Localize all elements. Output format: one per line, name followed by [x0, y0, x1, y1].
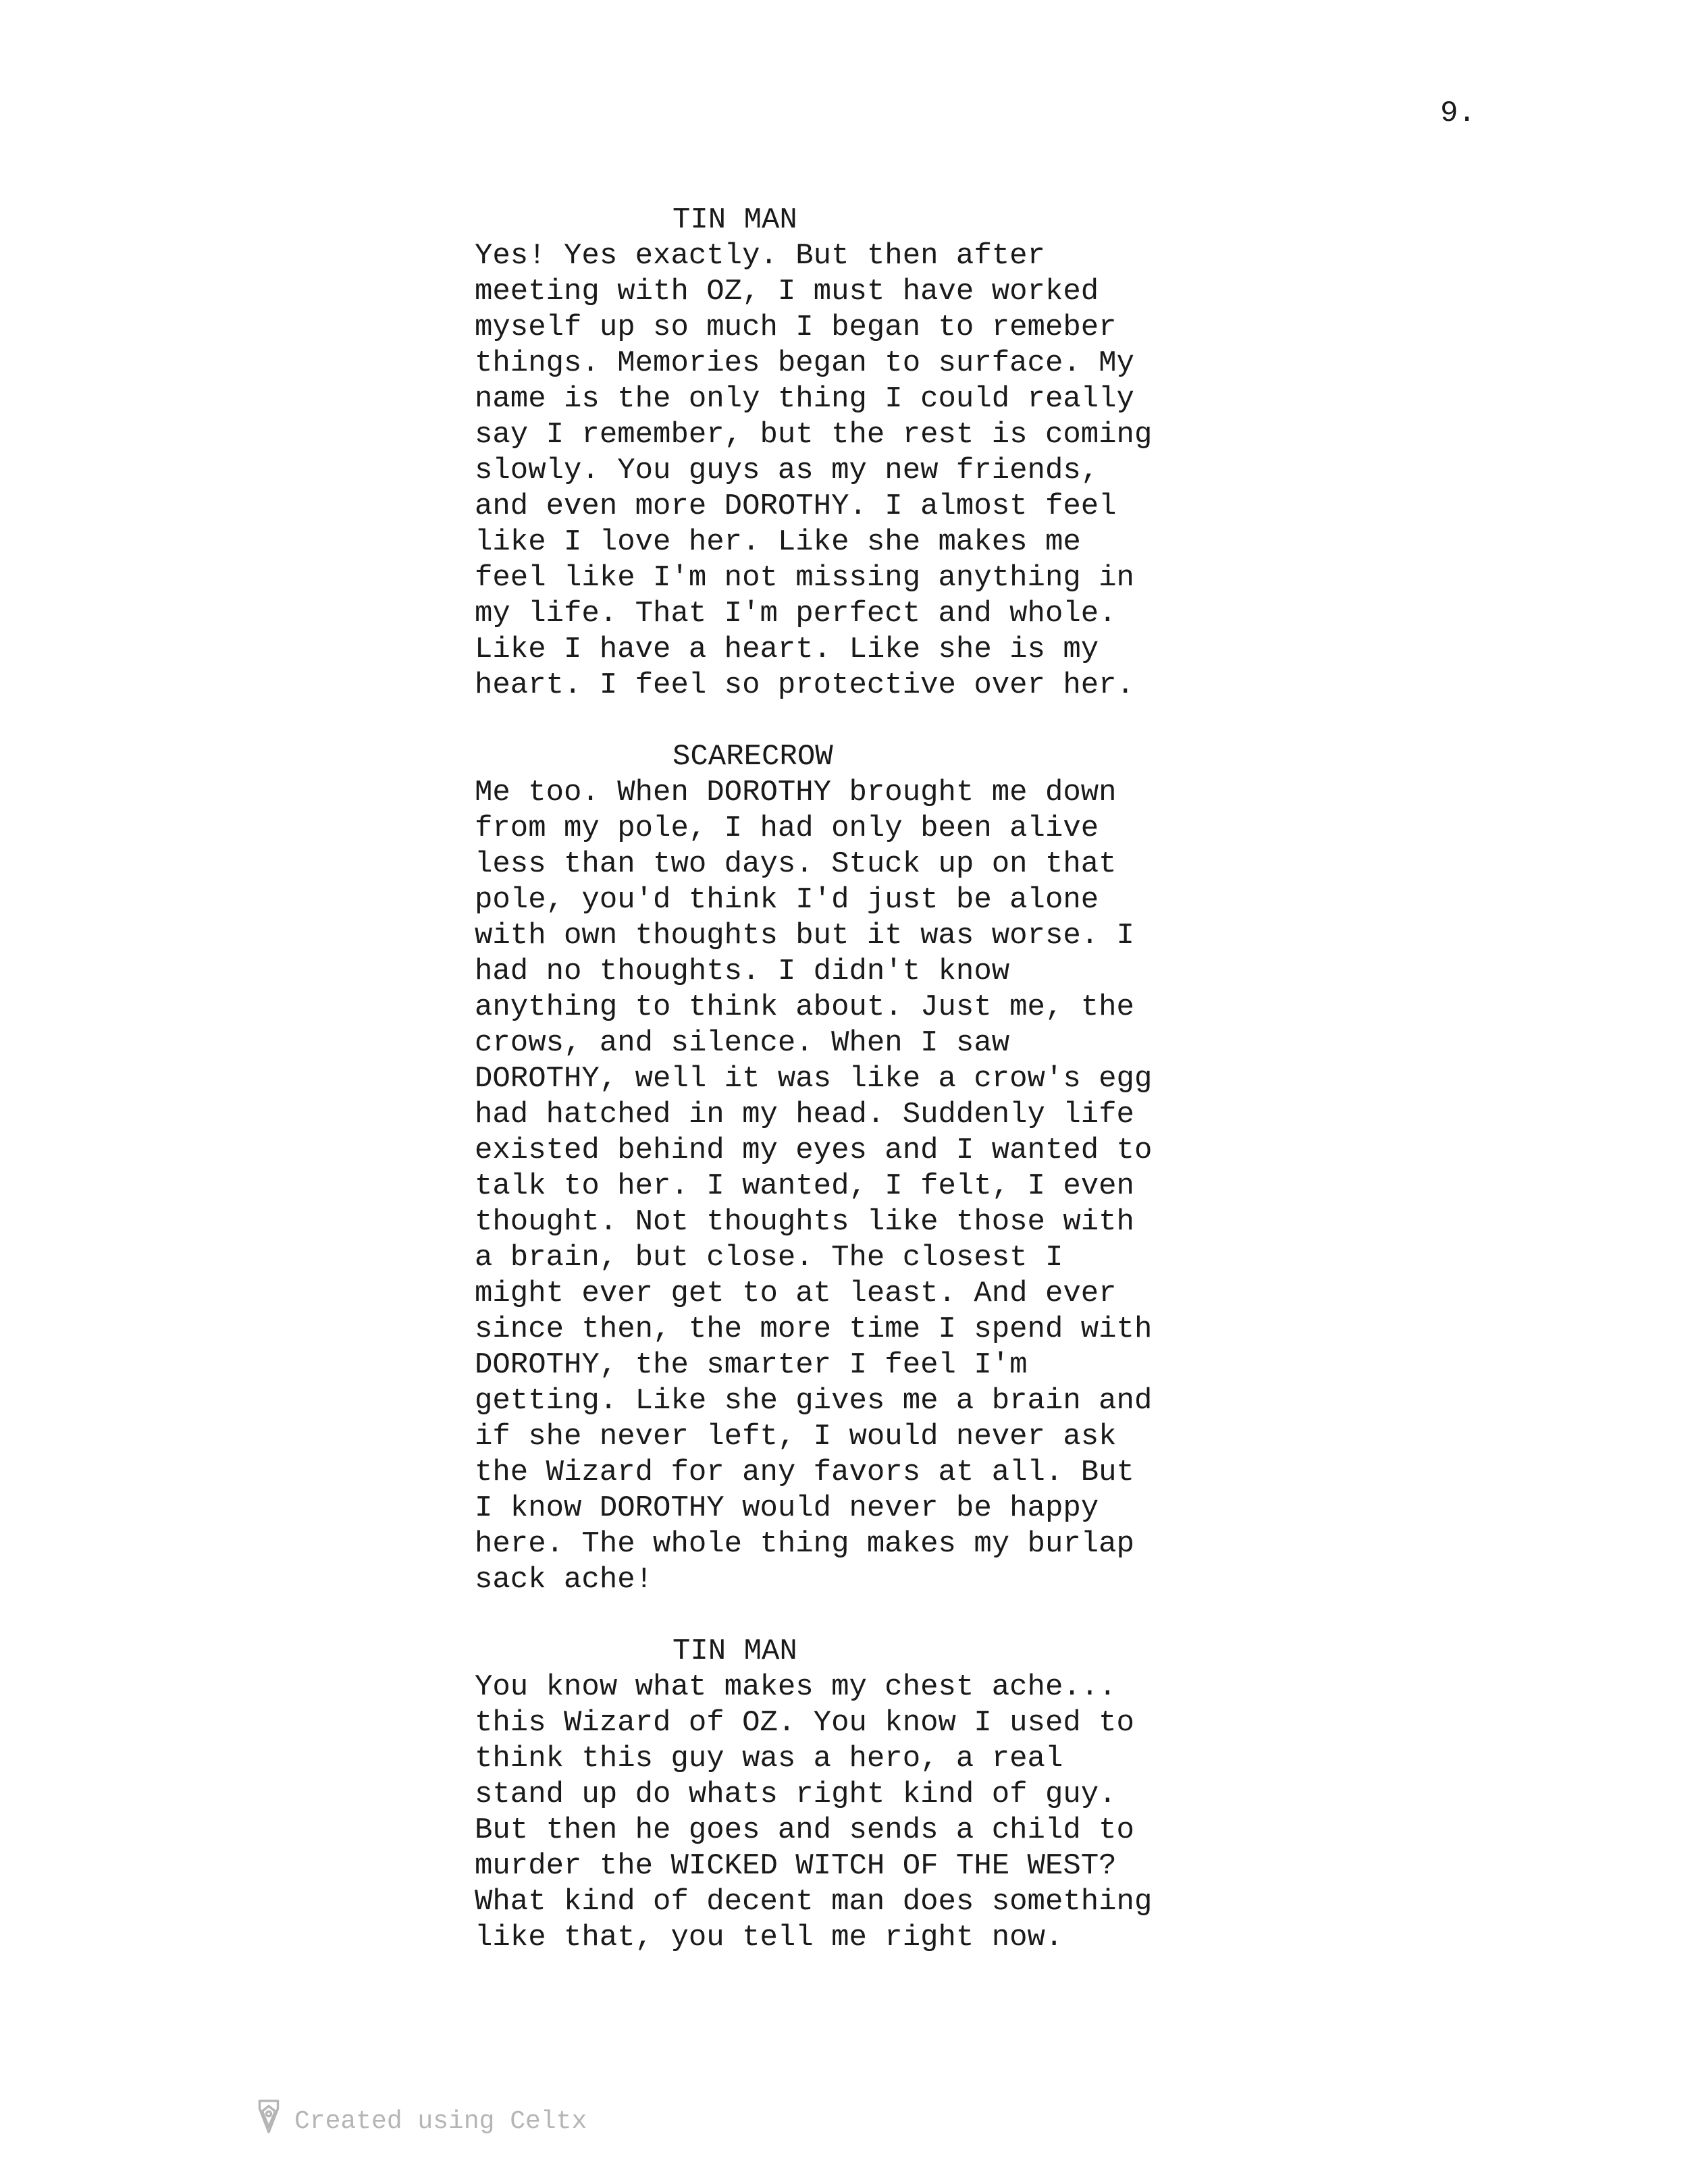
- dialogue-line: DOROTHY, well it was like a crow's egg: [475, 1062, 1153, 1096]
- dialogue-line: say I remember, but the rest is coming: [475, 418, 1153, 452]
- dialogue-line: from my pole, I had only been alive: [475, 811, 1099, 845]
- dialogue-line: had hatched in my head. Suddenly life: [475, 1098, 1134, 1131]
- dialogue-line: crows, and silence. When I saw: [475, 1026, 1010, 1060]
- dialogue-line: But then he goes and sends a child to: [475, 1813, 1134, 1847]
- celtx-footer: [255, 2098, 587, 2146]
- dialogue-line: murder the WICKED WITCH OF THE WEST?: [475, 1849, 1117, 1883]
- dialogue-line: getting. Like she gives me a brain and: [475, 1384, 1153, 1418]
- screenplay-body: [475, 203, 1285, 1992]
- page-number: 9.: [1440, 97, 1476, 130]
- dialogue-line: Me too. When DOROTHY brought me down: [475, 776, 1117, 809]
- dialogue-line: and even more DOROTHY. I almost feel: [475, 489, 1117, 523]
- dialogue-line: a brain, but close. The closest I: [475, 1241, 1063, 1275]
- dialogue-line: I know DOROTHY would never be happy: [475, 1491, 1099, 1525]
- dialogue-line: meeting with OZ, I must have worked: [475, 275, 1099, 309]
- dialogue-line: DOROTHY, the smarter I feel I'm: [475, 1348, 1028, 1382]
- dialogue-line: heart. I feel so protective over her.: [475, 668, 1134, 702]
- dialogue-line: What kind of decent man does something: [475, 1885, 1153, 1919]
- dialogue-line: myself up so much I began to remeber: [475, 311, 1117, 344]
- dialogue-line: stand up do whats right kind of guy.: [475, 1778, 1117, 1811]
- dialogue-line: since then, the more time I spend with: [475, 1312, 1153, 1346]
- dialogue-line: Like I have a heart. Like she is my: [475, 633, 1099, 666]
- dialogue-line: the Wizard for any favors at all. But: [475, 1456, 1134, 1489]
- dialogue-line: thought. Not thoughts like those with: [475, 1205, 1134, 1239]
- dialogue-line: might ever get to at least. And ever: [475, 1277, 1117, 1310]
- character-name: TIN MAN: [672, 1634, 797, 1668]
- dialogue-line: had no thoughts. I didn't know: [475, 955, 1010, 988]
- dialogue-line: Yes! Yes exactly. But then after: [475, 239, 1045, 273]
- dialogue-line: anything to think about. Just me, the: [475, 990, 1134, 1024]
- dialogue-line: things. Memories began to surface. My: [475, 346, 1134, 380]
- dialogue-line: if she never left, I would never ask: [475, 1420, 1117, 1454]
- dialogue-line: my life. That I'm perfect and whole.: [475, 597, 1117, 631]
- dialogue-line: like I love her. Like she makes me: [475, 525, 1081, 559]
- dialogue-line: with own thoughts but it was worse. I: [475, 919, 1134, 953]
- dialogue-line: here. The whole thing makes my burlap: [475, 1527, 1134, 1561]
- dialogue-block-tin-man-2: [475, 1634, 1285, 1956]
- celtx-pen-nib-icon: [255, 2098, 294, 2146]
- dialogue-line: think this guy was a hero, a real: [475, 1742, 1063, 1776]
- dialogue-line: less than two days. Stuck up on that: [475, 847, 1117, 881]
- dialogue-line: feel like I'm not missing anything in: [475, 561, 1134, 595]
- dialogue-line: this Wizard of OZ. You know I used to: [475, 1706, 1134, 1740]
- character-name: SCARECROW: [672, 740, 833, 774]
- dialogue-block-tin-man-1: [475, 203, 1285, 703]
- character-name: TIN MAN: [672, 203, 797, 237]
- dialogue-line: name is the only thing I could really: [475, 382, 1134, 416]
- dialogue-line: You know what makes my chest ache...: [475, 1670, 1117, 1704]
- dialogue-line: sack ache!: [475, 1563, 654, 1597]
- dialogue-line: existed behind my eyes and I wanted to: [475, 1134, 1153, 1167]
- dialogue-block-scarecrow: [475, 739, 1285, 1598]
- footer-text: Created using Celtx: [294, 2107, 587, 2136]
- dialogue-line: like that, you tell me right now.: [475, 1921, 1063, 1954]
- dialogue-line: talk to her. I wanted, I felt, I even: [475, 1169, 1134, 1203]
- dialogue-line: pole, you'd think I'd just be alone: [475, 883, 1099, 917]
- dialogue-line: slowly. You guys as my new friends,: [475, 454, 1099, 487]
